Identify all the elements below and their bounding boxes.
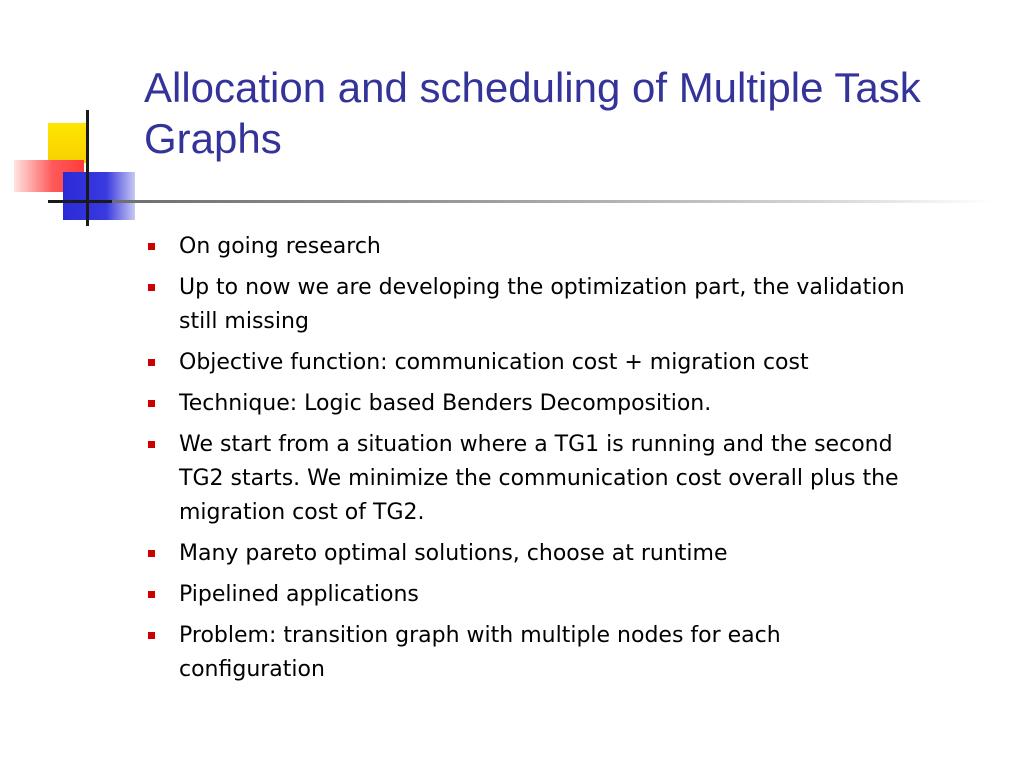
bullet-text: Problem: transition graph with multiple nodes for each configuration — [179, 623, 781, 682]
bullet-item — [146, 387, 926, 421]
bullet-text: On going research — [179, 234, 381, 259]
bullet-item — [146, 271, 926, 339]
square-bullet-icon — [148, 591, 155, 598]
bullet-item — [146, 346, 926, 380]
square-bullet-icon — [148, 400, 155, 407]
square-bullet-icon — [148, 284, 155, 291]
bullet-item — [146, 537, 926, 571]
vertical-line-decoration — [86, 110, 89, 226]
square-bullet-icon — [148, 359, 155, 366]
blue-square-decoration — [63, 172, 135, 220]
square-bullet-icon — [148, 243, 155, 250]
bullet-text: Many pareto optimal solutions, choose at runtime — [179, 541, 728, 566]
bullet-item — [146, 619, 926, 687]
square-bullet-icon — [148, 441, 155, 448]
decorative-logo-blocks — [0, 0, 140, 240]
bullet-item — [146, 578, 926, 612]
square-bullet-icon — [148, 632, 155, 639]
bullet-text: Pipelined applications — [179, 582, 419, 607]
yellow-square-decoration — [48, 123, 88, 163]
bullet-text: Objective function: communication cost + migration cost — [179, 350, 809, 375]
bullet-text: We start from a situation where a TG1 is running and the second TG2 starts. We minimize the communication cost overall plus the migration cost of TG2. — [179, 432, 899, 525]
square-bullet-icon — [148, 550, 155, 557]
bullet-item — [146, 428, 926, 530]
bullet-list — [146, 230, 926, 694]
slide-title: Allocation and scheduling of Multiple Task Graphs — [144, 64, 921, 162]
bullet-text: Up to now we are developing the optimization part, the validation still missing — [179, 275, 905, 334]
bullet-text: Technique: Logic based Benders Decomposition. — [179, 391, 712, 416]
bullet-item — [146, 230, 926, 264]
title-divider-rule — [112, 200, 992, 203]
